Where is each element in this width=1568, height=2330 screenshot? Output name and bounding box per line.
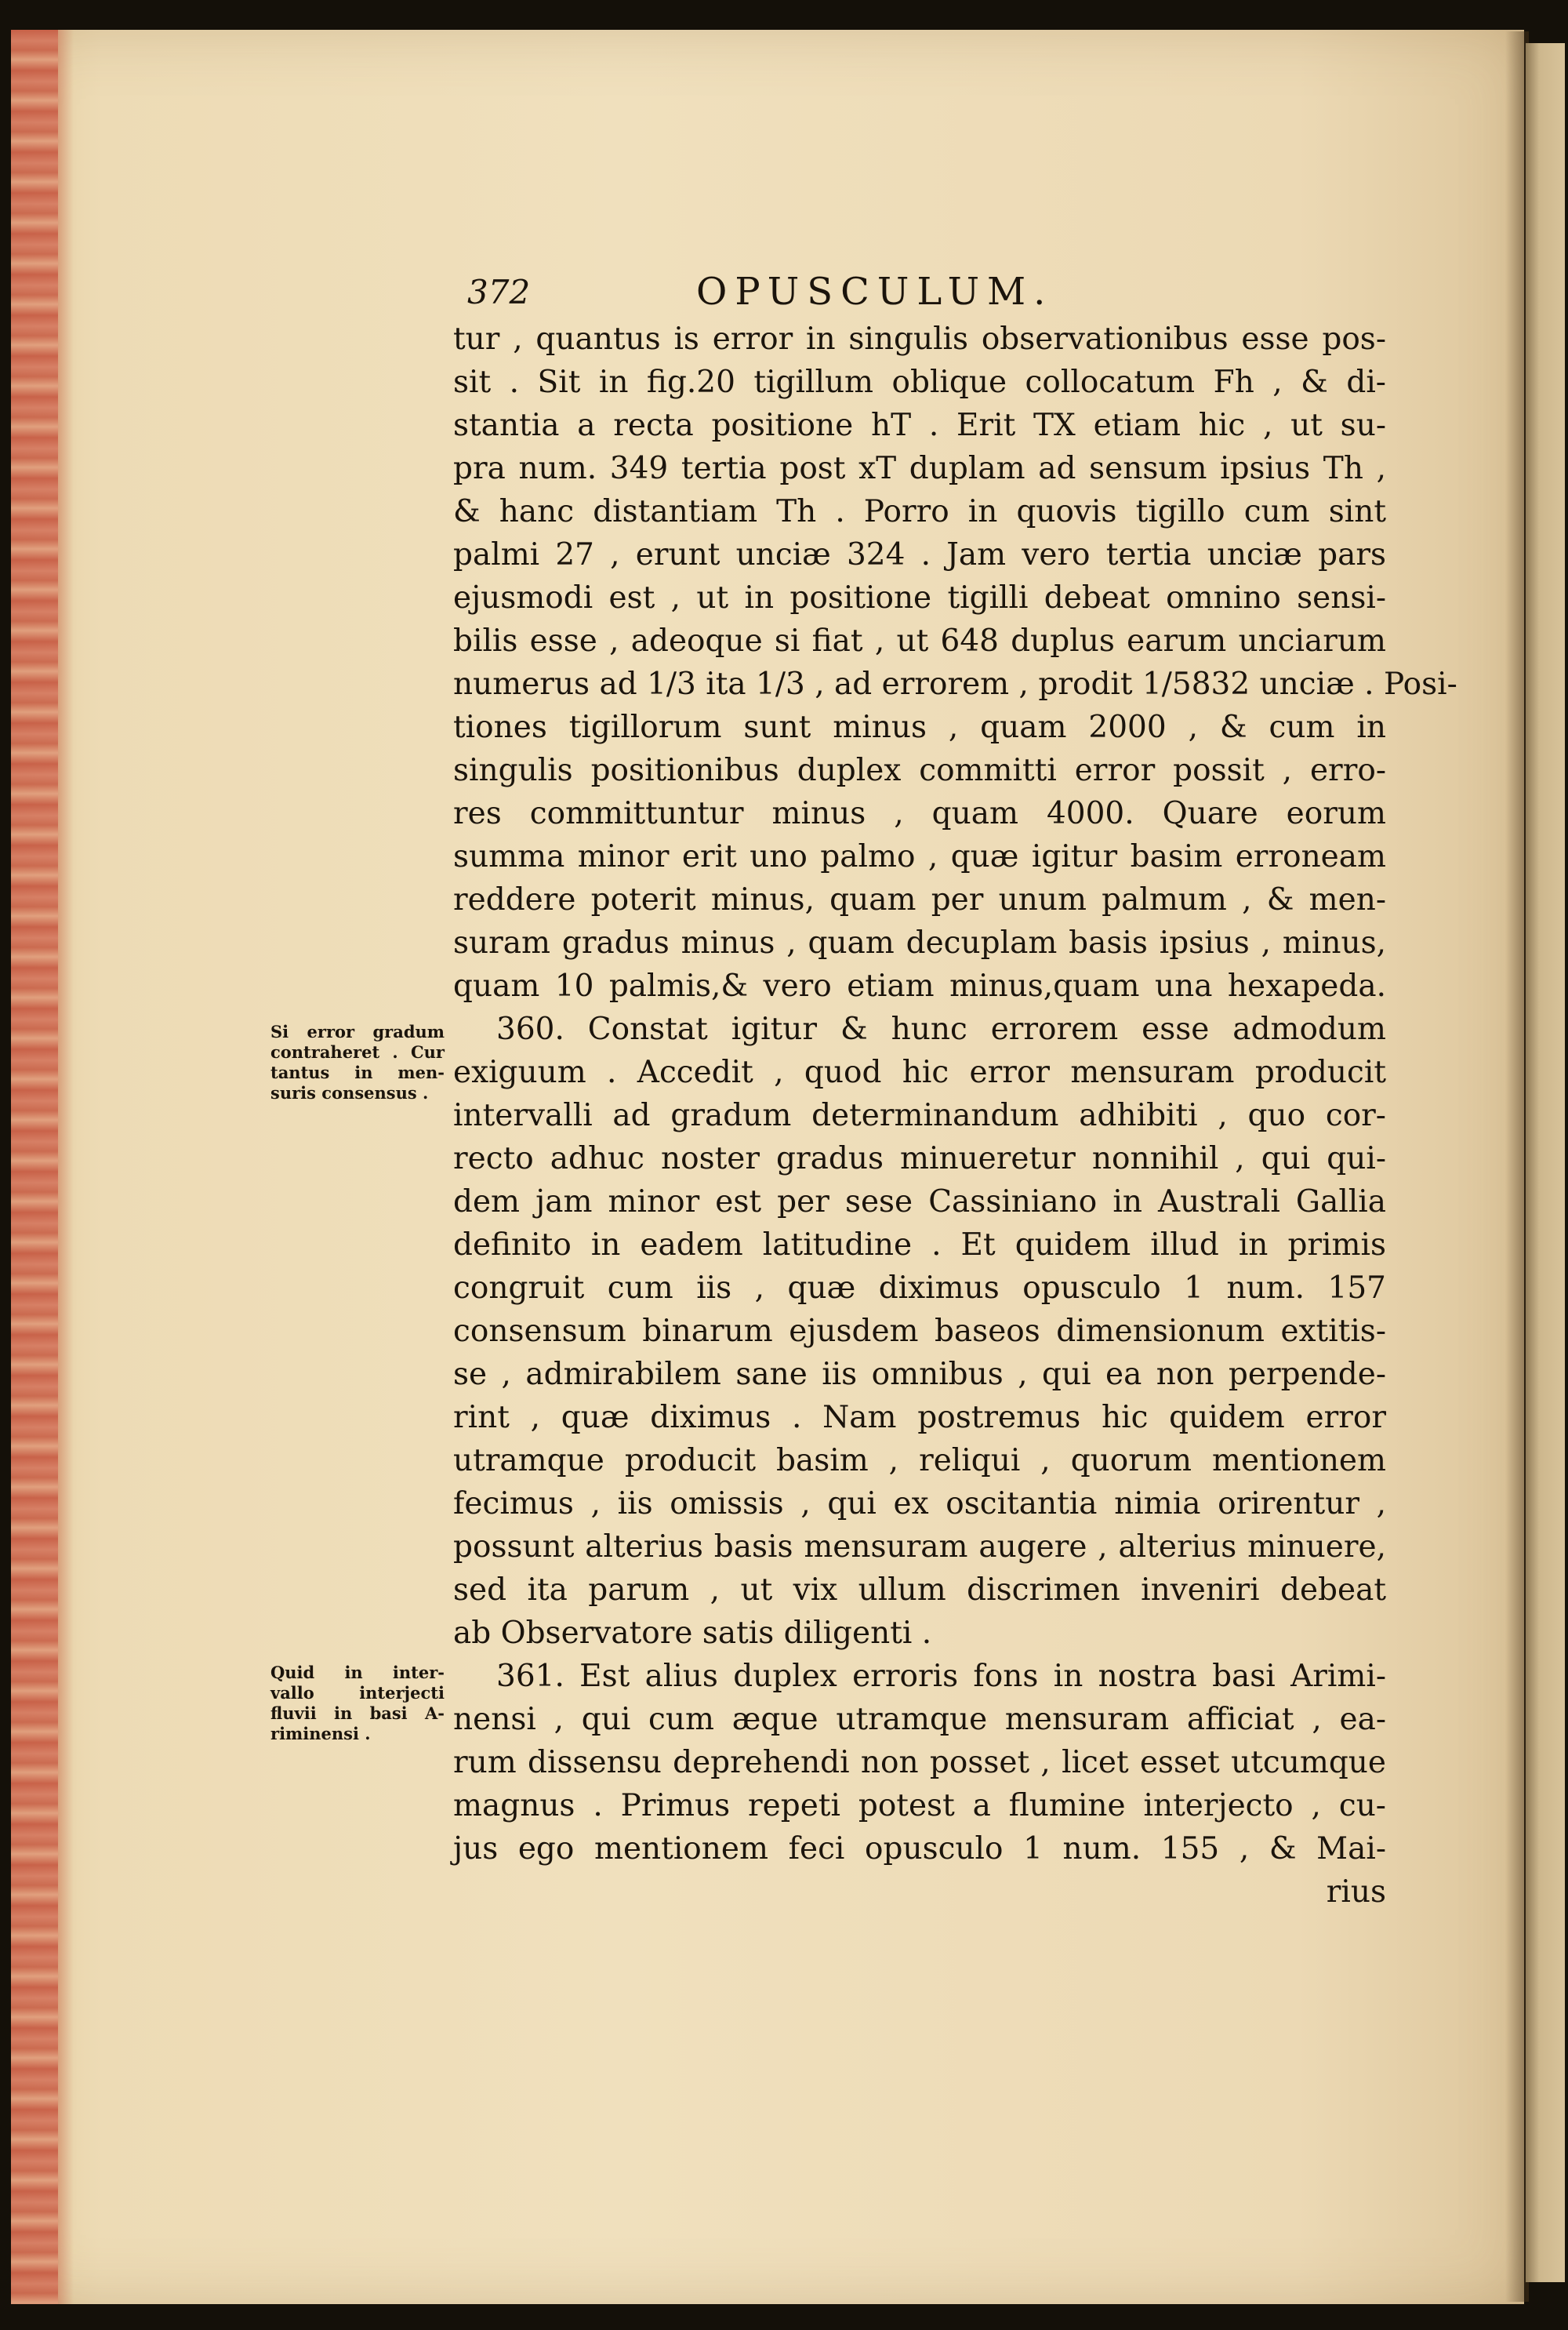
text-line: rum dissensu deprehendi non posset , licet esset utcumque [453,1745,1386,1780]
text-line: palmi 27 , erunt unciæ 324 . Jam vero tertia unciæ pars [453,537,1386,573]
text-line: singulis positionibus duplex committi error possit , erro- [453,753,1386,788]
text-line: stantia a recta positione hT . Erit TX etiam hic , ut su- [453,408,1386,443]
body-text [453,318,1457,1914]
margin-note-line: riminensi . [270,1724,371,1743]
text-line: jus ego mentionem feci opusculo 1 num. 155 , & Mai- [453,1831,1386,1867]
margin-note-361 [270,1663,445,1744]
page-number: 372 [467,273,531,311]
text-line: res committuntur minus , quam 4000. Quare eorum [453,796,1386,831]
text-line: definito in eadem latitudine . Et quidem illud in primis [453,1227,1386,1263]
margin-note-line: contraheret . Cur [270,1042,445,1062]
text-line: consensum binarum ejusdem baseos dimensionum extitis- [453,1314,1386,1349]
text-line: tiones tigillorum sunt minus , quam 2000 , & cum in [453,710,1386,745]
text-line: nensi , qui cum æque utramque mensuram afficiat , ea- [453,1702,1386,1737]
text-line: sit . Sit in fig.20 tigillum oblique collocatum Fh , & di- [453,365,1386,400]
margin-note-line: suris consensus . [270,1083,429,1103]
text-line: rint , quæ diximus . Nam postremus hic quidem error [453,1400,1386,1435]
facing-page-edge [1526,43,1565,2282]
margin-note-line: fluvii in basi A- [270,1703,445,1723]
margin-note-line: Quid in inter- [270,1663,445,1682]
text-line: pra num. 349 tertia post xT duplam ad sensum ipsius Th , [453,451,1386,486]
text-line: bilis esse , adeoque si fiat , ut 648 duplus earum unciarum [453,623,1386,659]
text-line: fecimus , iis omissis , qui ex oscitantia nimia orirentur , [453,1486,1386,1521]
margin-note-360 [270,1022,445,1103]
paragraph-361-start: 361. Est alius duplex erroris fons in nostra basi Arimi- [496,1659,1386,1694]
running-head: OPUSCULUM. [696,270,1054,314]
text-line: reddere poterit minus, quam per unum palmum , & men- [453,882,1386,918]
text-line: & hanc distantiam Th . Porro in quovis tigillo cum sint [453,494,1386,529]
text-line: numerus ad 1/3 ita 1/3 , ad errorem , prodit 1/5832 unciæ . Posi- [453,667,1457,702]
text-line: recto adhuc noster gradus minueretur nonnihil , qui qui- [453,1141,1386,1176]
text-line: sed ita parum , ut vix ullum discrimen inveniri debeat [453,1572,1386,1608]
text-line: tur , quantus is error in singulis observationibus esse pos- [453,322,1386,357]
margin-note-line: Si error gradum [270,1022,445,1041]
text-line: magnus . Primus repeti potest a flumine interjecto , cu- [453,1788,1386,1823]
text-line: exiguum . Accedit , quod hic error mensuram producit [453,1055,1386,1090]
paragraph-360-start: 360. Constat igitur & hunc errorem esse admodum [496,1012,1386,1047]
text-line: quam 10 palmis,& vero etiam minus,quam una hexapeda. [453,969,1386,1004]
text-line: utramque producit basim , reliqui , quorum mentionem [453,1443,1386,1478]
text-line: ab Observatore satis diligenti . [453,1616,932,1651]
text-line: se , admirabilem sane iis omnibus , qui ea non perpende- [453,1357,1386,1392]
red-stained-page-edge [11,30,58,2304]
text-line: summa minor erit uno palmo , quæ igitur basim erroneam [453,839,1386,874]
text-line: intervalli ad gradum determinandum adhibiti , quo cor- [453,1098,1386,1133]
text-line: suram gradus minus , quam decuplam basis ipsius , minus, [453,925,1386,961]
margin-note-line: tantus in men- [270,1063,445,1082]
text-line: dem jam minor est per sese Cassiniano in Australi Gallia [453,1184,1386,1220]
margin-note-line: vallo interjecti [270,1683,445,1703]
page-edge-fade [58,30,74,2304]
catchword: rius [1326,1874,1386,1910]
text-line: possunt alterius basis mensuram augere , alterius minuere, [453,1529,1386,1565]
text-line: ejusmodi est , ut in positione tigilli debeat omnino sensi- [453,580,1386,616]
text-line: congruit cum iis , quæ diximus opusculo 1 num. 157 [453,1270,1386,1306]
